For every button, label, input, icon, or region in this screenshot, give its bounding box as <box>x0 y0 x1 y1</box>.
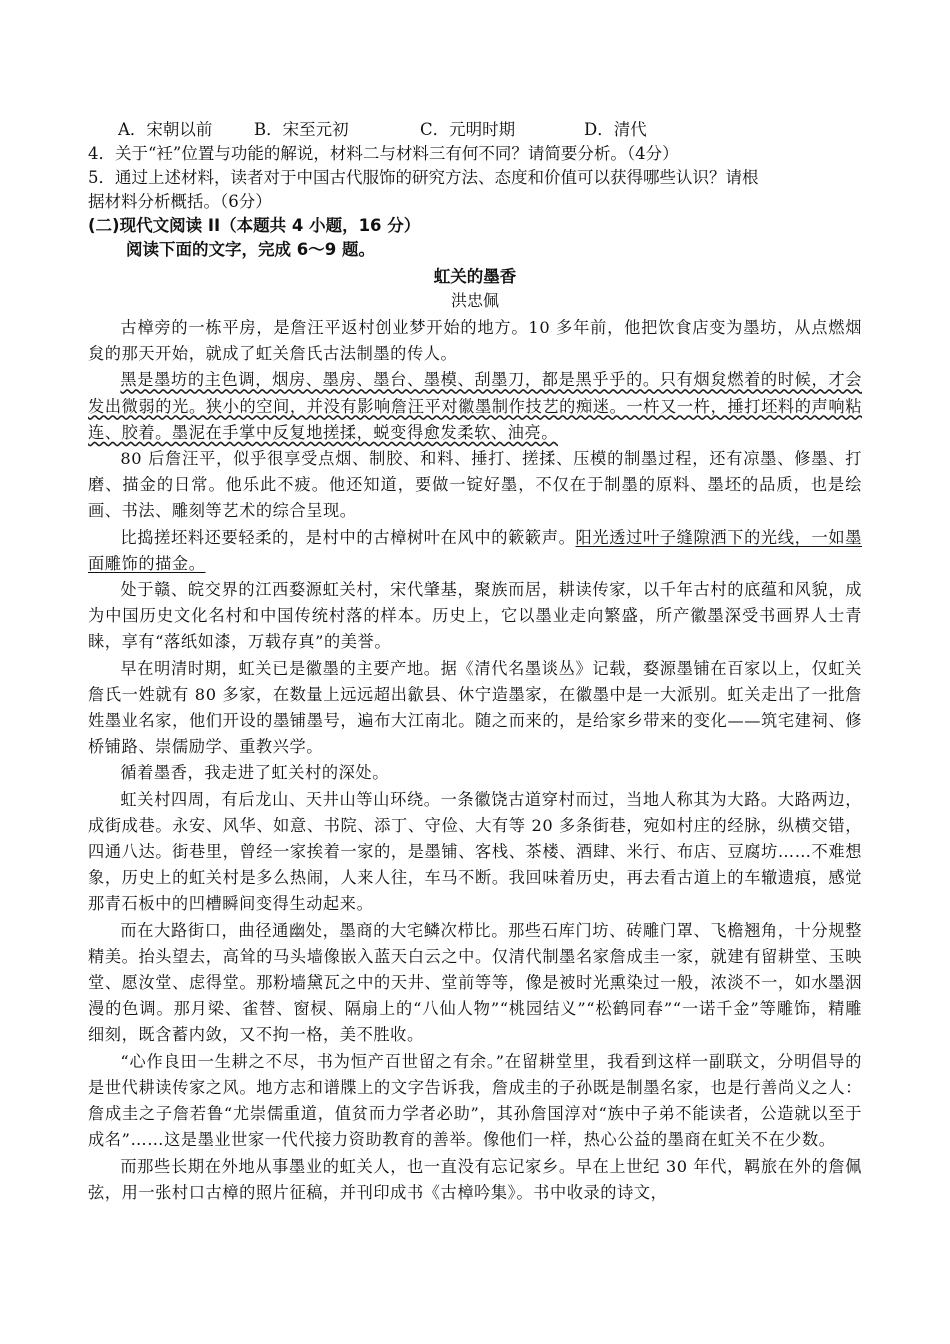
question-5-line-1: 5．通过上述材料，读者对于中国古代服饰的研究方法、态度和价值可以获得哪些认识？请根 <box>88 168 759 187</box>
exam-page <box>88 118 862 1206</box>
question-4: 4．关于“衽”位置与功能的解说，材料二与材料三有何不同？请简要分析。（4分） <box>88 144 679 163</box>
reading-instruction: 阅读下面的文字，完成 6～9 题。 <box>126 240 375 259</box>
paragraph-1: 古樟旁的一栋平房，是詹汪平返村创业梦开始的地方。10 多年前，他把饮食店变为墨坊，从点燃烟炱的那天开始，就成了虹关詹氏古法制墨的传人。 <box>88 318 862 364</box>
paragraph-4 <box>88 525 862 577</box>
article-author: 洪忠佩 <box>450 291 499 310</box>
paragraph-4-text: 比捣搓坯料还要轻柔的，是村中的古樟树叶在风中的簌簌声。 <box>120 527 576 547</box>
section-title: (二)现代文阅读 II（本题共 4 小题，16 分） <box>88 216 421 235</box>
paragraph-2-wavy-underlined: 黑是墨坊的主色调，烟房、墨房、墨台、墨模、刮墨刀，都是黑乎乎的。只有烟炱燃着的时候，才会发出微弱的光。狭小的空间，并没有影响詹汪平对徽墨制作技艺的痴迷。一杵又一杵，捶打坯料的声响粘连、胶着。墨泥在手掌中反复地搓揉，蜕变得愈发柔软、油亮。 <box>88 370 862 442</box>
underlined-sentence: 阳光透过叶子缝隙洒下的光线，一如墨面雕饰的描金。 <box>88 527 863 573</box>
paragraph-11: 而那些长期在外地从事墨业的虹关人，也一直没有忘记家乡。早在上世纪 30 年代，羁旅在外的詹佩弦，用一张村口古樟的照片征稿，并刊印成书《古樟吟集》。书中收录的诗文， <box>88 1156 862 1202</box>
paragraph-6: 早在明清时期，虹关已是徽墨的主要产地。据《清代名墨谈丛》记载，婺源墨铺在百家以上，仅虹关詹氏一姓就有 80 多家，在数量上远远超出歙县、休宁造墨家，在徽墨中是一大派别。虹关走出了一批詹姓墨业名家，他们开设的墨铺墨号，遍布大江南北。随之而来的，是给家乡带来的变化——筑宅建祠、修桥铺路、崇儒励学、重教兴学。 <box>88 658 862 757</box>
option-a: A．宋朝以前 <box>118 120 213 139</box>
paragraph-8: 虹关村四周，有后龙山、天井山等山环绕。一条徽饶古道穿村而过，当地人称其为大路。大路两边，成街成巷。永安、风华、如意、书院、添丁、守俭、大有等 20 多条街巷，宛如村庄的经脉，纵横交错，四通八达。街巷里，曾经一家挨着一家的，是墨铺、客栈、茶楼、酒肆、米行、布店、豆腐坊……不难想象，历史上的虹关村是多么热闹，人来人往，车马不断。我回味着历史，再去看古道上的车辙遗痕，感觉那青石板中的凹槽瞬间变得生动起来。 <box>88 789 862 914</box>
option-d: D．清代 <box>584 120 647 139</box>
paragraph-10: “心作良田一生耕之不尽，书为恒产百世留之有余。”在留耕堂里，我看到这样一副联文，分明倡导的是世代耕读传家之风。地方志和谱牒上的文字告诉我，詹成圭的子孙既是制墨名家，也是行善尚义之人：詹成圭之子詹若鲁“尤崇儒重道，值贫而力学者必助”，其孙詹国淳对“族中子弟不能读者，公造就以至于成名”……这是墨业世家一代代接力资助教育的善举。像他们一样，热心公益的墨商在虹关不在少数。 <box>88 1051 862 1150</box>
option-c: C．元明时期 <box>420 120 516 139</box>
paragraph-5: 处于赣、皖交界的江西婺源虹关村，宋代肇基，聚族而居，耕读传家，以千年古村的底蕴和风貌，成为中国历史文化名村和中国传统村落的样本。历史上，它以墨业走向繁盛，所产徽墨深受书画界人士青睐，享有“落纸如漆，万载存真”的美誉。 <box>88 580 862 652</box>
option-b: B．宋至元初 <box>254 120 349 139</box>
answer-options <box>88 118 862 142</box>
question-5-line-2: 据材料分析概括。（6分） <box>88 192 272 211</box>
article-title: 虹关的墨香 <box>433 267 517 286</box>
paragraph-9: 而在大路街口，曲径通幽处，墨商的大宅鳞次栉比。那些石库门坊、砖雕门罩、飞檐翘角，十分规整精美。抬头望去，高耸的马头墙像嵌入蓝天白云之中。仅清代制墨名家詹成圭一家，就建有留耕堂、玉映堂、愿汝堂、虑得堂。那粉墙黛瓦之中的天井、堂前等等，像是被时光熏染过一般，浓淡不一，如水墨洇漫的色调。那月梁、雀替、窗棂、隔扇上的“八仙人物”“桃园结义”“松鹤同春”“一诺千金”等雕饰，精雕细刻，既含蓄内敛，又不拘一格，美不胜收。 <box>88 920 862 1045</box>
paragraph-7: 循着墨香，我走进了虹关村的深处。 <box>120 763 389 783</box>
paragraph-3: 80 后詹汪平，似乎很享受点烟、制胶、和料、捶打、搓揉、压模的制墨过程，还有凉墨、修墨、打磨、描金的日常。他乐此不疲。他还知道，要做一锭好墨，不仅在于制墨的原料、墨坯的品质，也是绘画、书法、雕刻等艺术的综合呈现。 <box>88 449 862 521</box>
